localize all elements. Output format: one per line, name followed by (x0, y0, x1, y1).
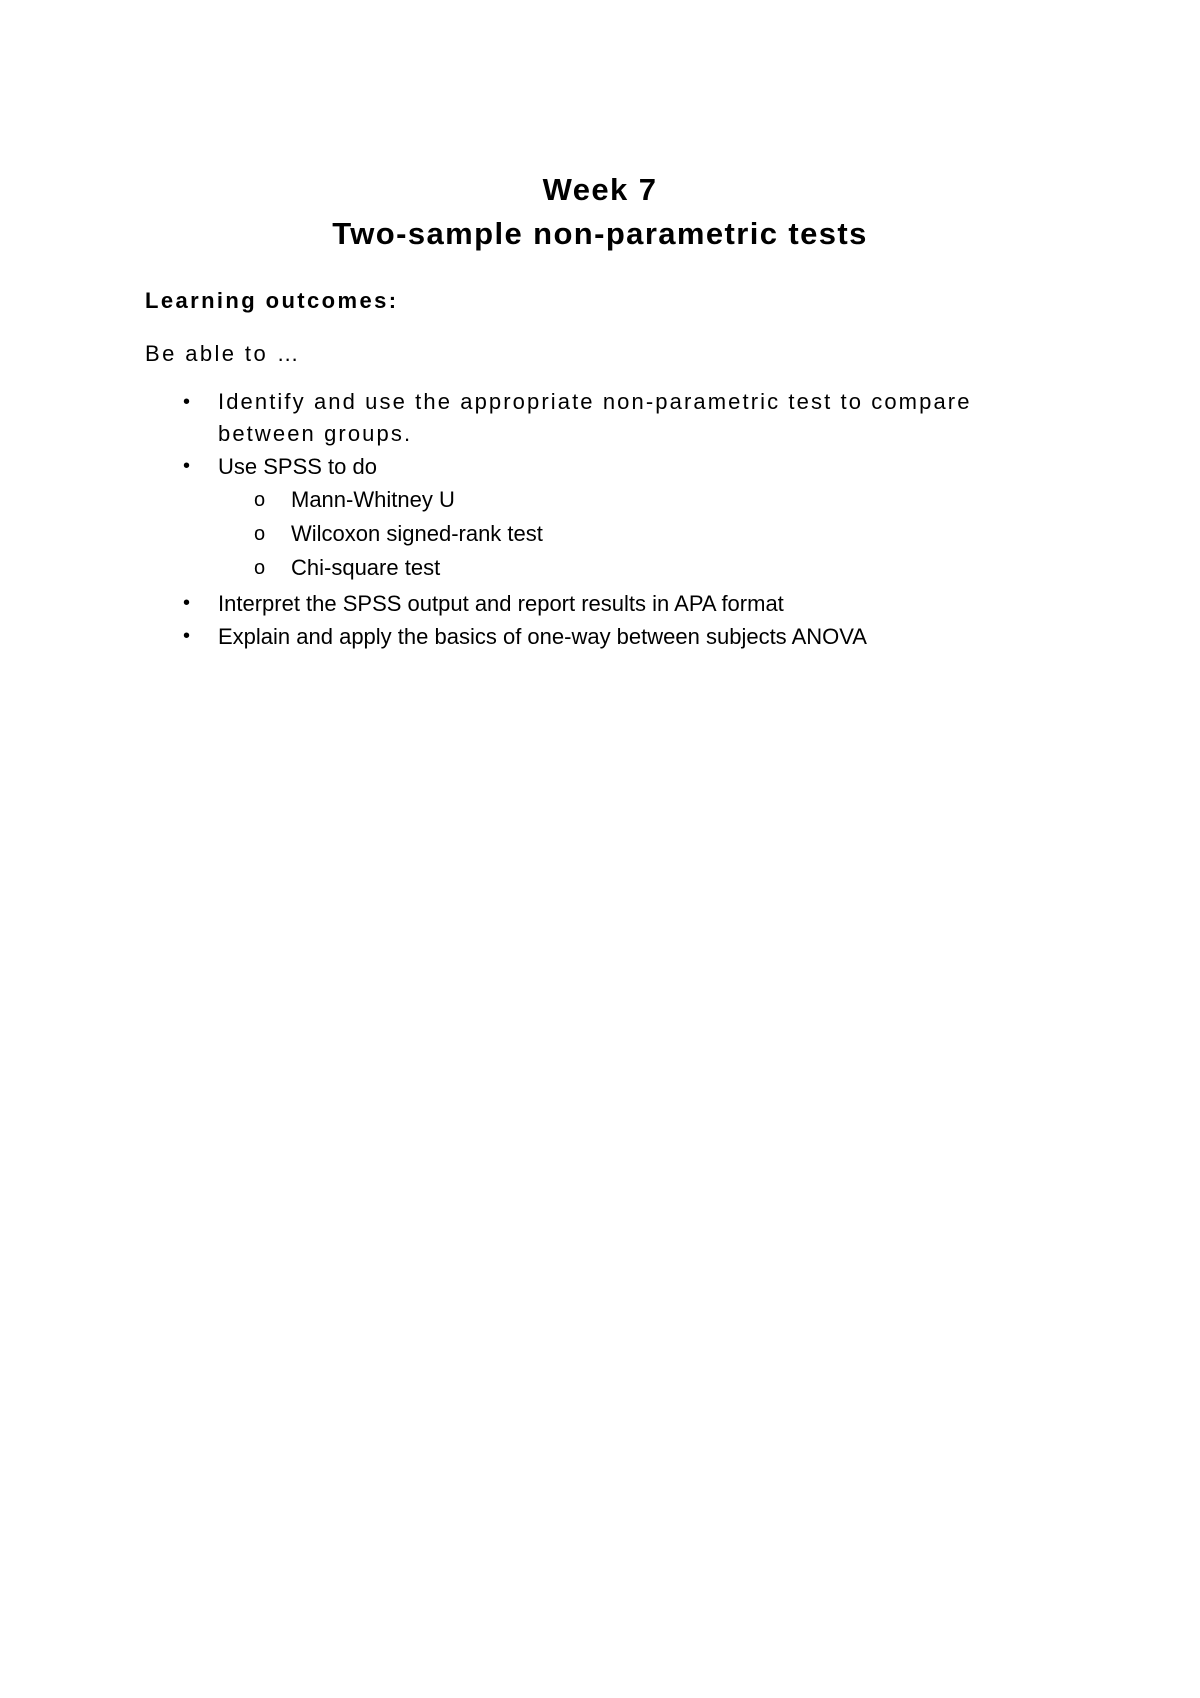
circle-bullet-icon: o (254, 557, 266, 579)
bullet-icon: • (183, 391, 193, 413)
sublist-item-text: Wilcoxon signed-rank test (291, 521, 543, 546)
list-item-text: Interpret the SPSS output and report results in APA format (218, 591, 784, 616)
sublist-item (218, 551, 1045, 585)
page-title: Week 7 (542, 172, 658, 207)
sublist-item (218, 483, 1045, 517)
learning-outcomes-list (145, 386, 1045, 653)
list-item (145, 450, 1045, 585)
title-block (0, 168, 1200, 256)
sublist-item-text: Mann-Whitney U (291, 487, 455, 512)
intro-text: Be able to … (145, 341, 301, 366)
list-item (145, 587, 1045, 620)
bullet-icon: • (183, 455, 191, 477)
list-item (145, 386, 1045, 450)
sublist-item (218, 517, 1045, 551)
spss-tests-sublist (218, 483, 1045, 585)
list-item-text: Identify and use the appropriate non-parametric test to compare between groups. (218, 389, 972, 446)
page-subtitle: Two-sample non-parametric tests (332, 216, 868, 251)
list-item-text: Use SPSS to do (218, 454, 377, 479)
circle-bullet-icon: o (254, 523, 266, 545)
sublist-item-text: Chi-square test (291, 555, 441, 580)
bullet-icon: • (183, 592, 191, 614)
list-item-text: Explain and apply the basics of one-way between subjects ANOVA (218, 624, 867, 649)
bullet-icon: • (183, 625, 191, 647)
section-heading-learning-outcomes: Learning outcomes: (145, 288, 399, 313)
list-item (145, 620, 1045, 653)
circle-bullet-icon: o (254, 489, 266, 511)
